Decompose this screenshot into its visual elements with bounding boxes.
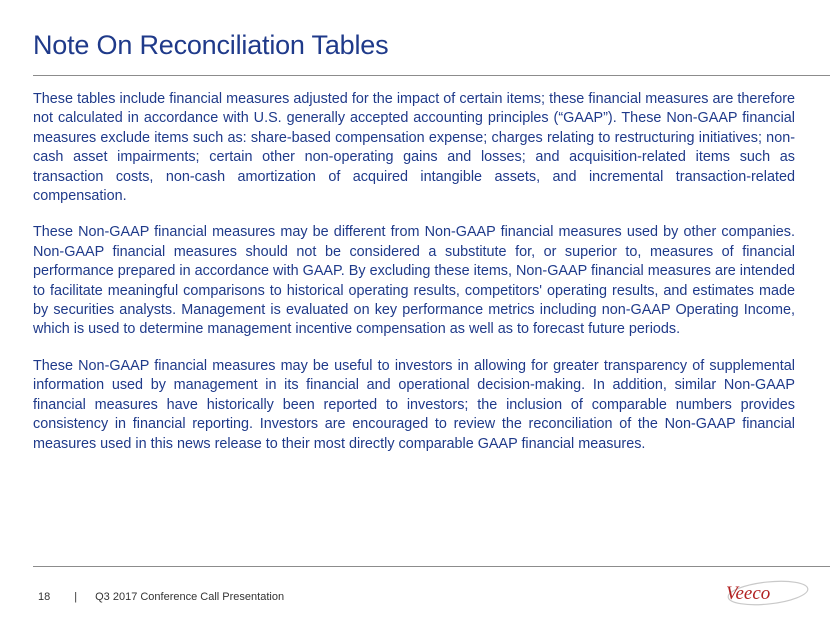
presentation-title: Q3 2017 Conference Call Presentation [95, 591, 285, 603]
logo-wordmark: Veeco [726, 583, 771, 604]
footer-separator: | [74, 591, 78, 603]
paragraph-1: These tables include financial measures adjusted for the impact of certain items; these financial measures are therefore not calculated in accordance with U.S. generally accepted accounting principles (“GAAP”). These Non-GAAP financial measures exclude items such as: share-based compensation expense; charges relating to restructuring initiatives; non-cash asset impairments; certain other non-operating gains and losses; and acquisition-related items such as transaction costs, non-cash amortization of acquired intangible assets, and incremental transaction-related compensation. [33, 91, 795, 205]
veeco-logo [722, 578, 810, 608]
paragraph-3: These Non-GAAP financial measures may be useful to investors in allowing for greater transparency of supplemental information used by management in its financial and operational decision-making. In addition, similar Non-GAAP financial measures have historically been reported to investors; the inclusion of comparable numbers provides consistency in financial reporting. Investors are encouraged to review the reconciliation of the Non-GAAP financial measures used in this news release to their most directly comparable GAAP financial measures. [33, 357, 795, 452]
page-number: 18 [38, 591, 51, 603]
title-divider [33, 75, 830, 76]
footer [38, 591, 284, 603]
slide-body [33, 90, 795, 471]
footer-divider [33, 566, 830, 567]
slide-title: Note On Reconciliation Tables [33, 30, 389, 60]
paragraph-2: These Non-GAAP financial measures may be different from Non-GAAP financial measures used by other companies. Non-GAAP financial measures should not be considered a substitute for, or superior to, measures of financial performance prepared in accordance with GAAP. By excluding these items, Non-GAAP financial measures are intended to facilitate meaningful comparisons to historical operating results, competitors' operating results, and estimates made by securities analysts. Management is evaluated on key performance metrics including non-GAAP Operating Income, which is used to determine management incentive compensation as well as to forecast future periods. [33, 224, 795, 338]
